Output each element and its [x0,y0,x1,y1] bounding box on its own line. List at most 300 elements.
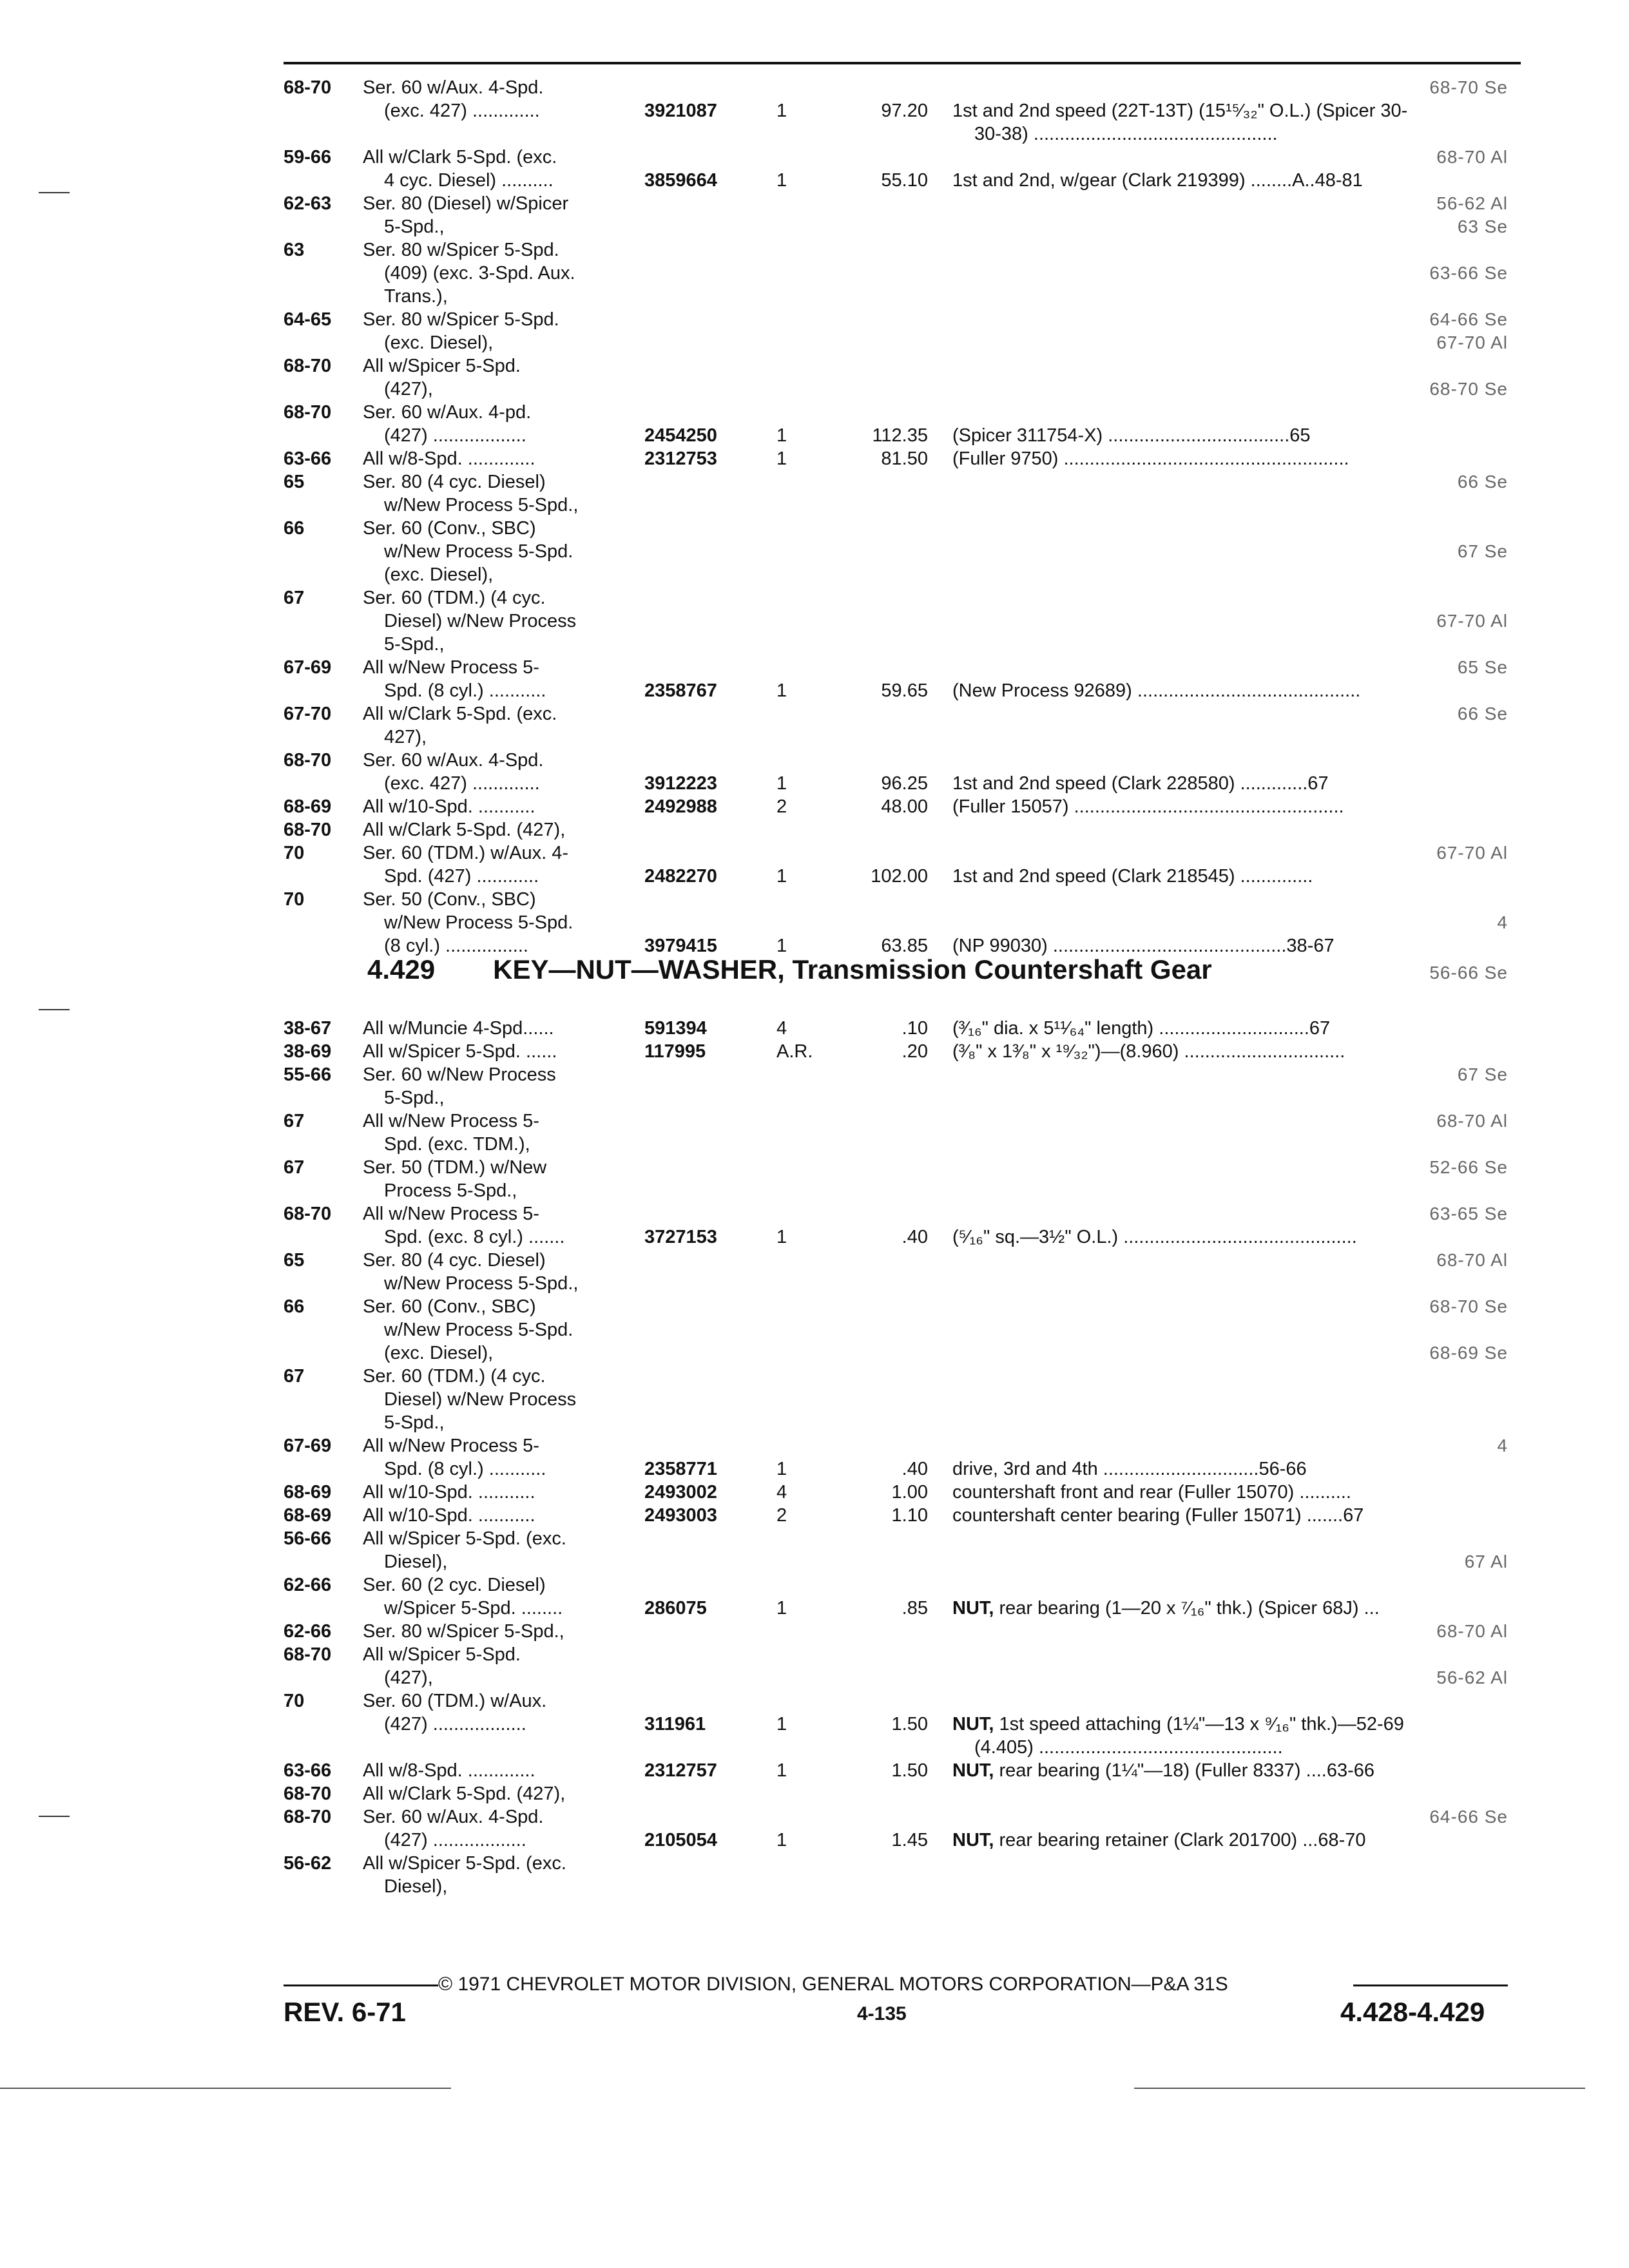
table-row [0,1017,1629,1040]
part-number: 2493002 [644,1482,717,1503]
application: (427) .................. [384,425,526,446]
quantity: 1 [776,1714,787,1735]
table-row [0,99,1629,122]
price: .40 [901,1459,928,1479]
bleed-through-text: 52-66 Se [1429,1157,1508,1177]
table-row [0,192,1629,215]
table-row [0,1504,1629,1527]
description: (⁵⁄₁₆" sq.—3½" O.L.) ............................................. [952,1227,1357,1247]
bleed-through-text: 67 Se [1457,541,1508,561]
application: 5-Spd., [384,216,445,237]
application: (exc. Diesel), [384,332,494,353]
model-years: 68-70 [284,1783,332,1804]
table-row [0,1875,1629,1898]
price: .10 [901,1018,928,1039]
bleed-through-text: 68-70 Se [1429,1296,1508,1316]
application: (427), [384,1667,433,1688]
application: Ser. 50 (Conv., SBC) [363,889,536,910]
description: countershaft center bearing (Fuller 15071) .......67 [952,1505,1364,1526]
table-row [0,1365,1629,1388]
model-years: 68-70 [284,1807,332,1827]
bleed-through-text: 68-69 Se [1429,1343,1508,1363]
bleed-through-text: 67-70 Al [1436,843,1508,863]
application: Ser. 60 w/Aux. 4-pd. [363,402,532,423]
description: NUT, rear bearing retainer (Clark 201700) ...68-70 [952,1830,1366,1850]
application: w/New Process 5-Spd. [384,541,574,562]
table-row [0,1759,1629,1782]
quantity: 1 [776,1227,787,1247]
bleed-through-text: 68-70 Al [1436,1621,1508,1641]
bleed-through-text: 68-70 Al [1436,1250,1508,1270]
description: 1st and 2nd speed (Clark 218545) .............. [952,866,1313,887]
application: Ser. 60 w/Aux. 4-Spd. [363,1807,544,1827]
part-number: 591394 [644,1018,707,1039]
application: (427) .................. [384,1830,526,1850]
application: Process 5-Spd., [384,1180,517,1201]
application: All w/New Process 5- [363,1111,539,1131]
application: (409) (exc. 3-Spd. Aux. [384,263,575,284]
application: 5-Spd., [384,1088,445,1108]
application: Ser. 60 w/New Process [363,1064,556,1085]
part-number: 2454250 [644,425,717,446]
application: All w/New Process 5- [363,657,539,678]
copyright-line: © 1971 CHEVROLET MOTOR DIVISION, GENERAL MOTORS CORPORATION—P&A 31S [438,1974,1228,1995]
application: Ser. 50 (TDM.) w/New [363,1157,547,1178]
price: 1.10 [891,1505,928,1526]
bleed-through-text: 63 Se [1457,216,1508,236]
price: 81.50 [881,448,928,469]
application: All w/Spicer 5-Spd. [363,1644,521,1665]
page-number: 4-135 [857,2003,907,2024]
application: 5-Spd., [384,1412,445,1433]
quantity: 4 [776,1018,787,1039]
table-row [0,1086,1629,1110]
description: (4.405) ............................................... [974,1737,1283,1758]
model-years: 68-70 [284,750,332,771]
application: Ser. 60 w/Aux. 4-Spd. [363,77,544,98]
table-row [0,285,1629,308]
application: Ser. 80 w/Spicer 5-Spd. [363,240,559,260]
model-years: 38-69 [284,1041,332,1062]
table-row [0,1805,1629,1829]
application: Trans.), [384,286,448,307]
quantity: 4 [776,1482,787,1503]
description: (NP 99030) .............................................38-67 [952,936,1335,956]
quantity: 1 [776,1830,787,1850]
application: All w/8-Spd. ............. [363,1760,535,1781]
bleed-through-text: 67-70 Al [1436,332,1508,352]
model-years: 67 [284,588,305,608]
part-number: 2492988 [644,796,717,817]
part-number: 2358767 [644,680,717,701]
model-years: 67-70 [284,704,332,724]
application: 4 cyc. Diesel) .......... [384,170,554,191]
table-row [0,1666,1629,1689]
bleed-through-text: 63-66 Se [1429,263,1508,283]
application: w/Spicer 5-Spd. ........ [384,1598,563,1619]
table-row [0,1852,1629,1875]
part-number: 286075 [644,1598,707,1619]
table-row [0,1597,1629,1620]
table-row [0,749,1629,772]
bleed-through-text: 64-66 Se [1429,309,1508,329]
quantity: 1 [776,425,787,446]
model-years: 65 [284,1250,305,1271]
application: Ser. 80 (4 cyc. Diesel) [363,472,546,492]
description: countershaft front and rear (Fuller 15070) .......... [952,1482,1351,1503]
bleed-through-text: 56-66 Se [1429,963,1508,983]
footer-rule-right [1353,1984,1508,1986]
quantity: 1 [776,1760,787,1781]
table-row [0,726,1629,749]
description: (Fuller 15057) .................................................... [952,796,1344,817]
price: 1.45 [891,1830,928,1850]
table-row [0,215,1629,238]
model-years: 68-70 [284,77,332,98]
table-row [0,401,1629,424]
model-years: 68-70 [284,1644,332,1665]
table-row [0,911,1629,934]
model-years: 63-66 [284,1760,332,1781]
application: Ser. 60 (TDM.) w/Aux. 4- [363,843,569,863]
table-row [0,1620,1629,1643]
model-years: 68-70 [284,1204,332,1224]
table-row [0,563,1629,586]
model-years: 70 [284,1691,305,1711]
table-row [0,795,1629,818]
model-years: 59-66 [284,147,332,168]
table-row [0,1249,1629,1272]
model-years: 70 [284,843,305,863]
model-years: 67-69 [284,1436,332,1456]
table-row [0,1133,1629,1156]
part-number: 2482270 [644,866,717,887]
model-years: 68-70 [284,402,332,423]
quantity: A.R. [776,1041,813,1062]
table-row [0,1318,1629,1341]
description: (Spicer 311754-X) ...................................65 [952,425,1311,446]
quantity: 2 [776,796,787,817]
table-row [0,865,1629,888]
table-row [0,1388,1629,1411]
price: 48.00 [881,796,928,817]
application: Ser. 60 (TDM.) w/Aux. [363,1691,547,1711]
table-row [0,679,1629,702]
section-heading-title: KEY—NUT—WASHER, Transmission Countershaft Gear [493,954,1212,985]
price: 1.50 [891,1714,928,1735]
application: Diesel) w/New Process [384,1389,577,1410]
quantity: 2 [776,1505,787,1526]
application: w/New Process 5-Spd., [384,1273,579,1294]
part-number: 2358771 [644,1459,717,1479]
bleed-through-text: 66 Se [1457,704,1508,724]
application: (exc. Diesel), [384,1343,494,1363]
table-row [0,1202,1629,1225]
model-years: 70 [284,889,305,910]
model-years: 56-66 [284,1528,332,1549]
application: All w/New Process 5- [363,1436,539,1456]
price: 112.35 [872,425,928,446]
price: 1.00 [891,1482,928,1503]
table-row [0,331,1629,354]
model-years: 38-67 [284,1018,332,1039]
application: All w/New Process 5- [363,1204,539,1224]
table-row [0,1434,1629,1457]
application: All w/Clark 5-Spd. (exc. [363,147,557,168]
bleed-through-text: 67 Al [1464,1552,1508,1571]
application: (exc. 427) ............. [384,773,540,794]
application: w/New Process 5-Spd. [384,912,574,933]
table-row [0,1573,1629,1597]
table-row [0,1481,1629,1504]
application: All w/Clark 5-Spd. (427), [363,820,566,840]
model-years: 56-62 [284,1853,332,1874]
application: Spd. (8 cyl.) ........... [384,1459,546,1479]
part-number: 3912223 [644,773,717,794]
bleed-through-text: 68-70 Al [1436,147,1508,167]
part-number: 3727153 [644,1227,717,1247]
application: Ser. 80 (4 cyc. Diesel) [363,1250,546,1271]
part-number: 2312753 [644,448,717,469]
description: NUT, rear bearing (1¼"—18) (Fuller 8337) ....63-66 [952,1760,1375,1781]
part-number: 2312757 [644,1760,717,1781]
table-row [0,494,1629,517]
description: NUT, rear bearing (1—20 x ⁷⁄₁₆" thk.) (Spicer 68J) ... [952,1598,1380,1619]
application: Diesel), [384,1552,448,1572]
table-row [0,818,1629,841]
table-row [0,308,1629,331]
application: Ser. 80 (Diesel) w/Spicer [363,193,569,214]
table-row [0,656,1629,679]
application: All w/Clark 5-Spd. (427), [363,1783,566,1804]
application: (exc. 427) ............. [384,101,540,121]
table-row [0,378,1629,401]
application: All w/Spicer 5-Spd. (exc. [363,1528,566,1549]
application: All w/Muncie 4-Spd...... [363,1018,554,1039]
quantity: 1 [776,448,787,469]
model-years: 65 [284,472,305,492]
application: All w/10-Spd. ........... [363,1505,535,1526]
price: .20 [901,1041,928,1062]
table-row [0,122,1629,146]
bleed-through-text: 66 Se [1457,472,1508,492]
bleed-through-text: 4 [1497,1436,1508,1456]
section-range: 4.428-4.429 [1340,1997,1485,2027]
table-row [0,1063,1629,1086]
part-number: 3859664 [644,170,717,191]
application: 427), [384,727,427,747]
table-row [0,1156,1629,1179]
application: (427) .................. [384,1714,526,1735]
application: Ser. 80 w/Spicer 5-Spd., [363,1621,564,1642]
bleed-through-text: 68-70 Se [1429,77,1508,97]
table-row [0,610,1629,633]
model-years: 62-63 [284,193,332,214]
quantity: 1 [776,936,787,956]
price: 96.25 [881,773,928,794]
bleed-through-text: 67 Se [1457,1064,1508,1084]
description: (³⁄₁₆" dia. x 5¹¹⁄₆₄" length) .............................67 [952,1018,1331,1039]
table-row [0,1643,1629,1666]
section-heading-number: 4.429 [367,954,436,985]
table-row [0,633,1629,656]
table-row [0,586,1629,610]
table-row [0,262,1629,285]
table-row [0,169,1629,192]
application: Diesel), [384,1876,448,1897]
model-years: 62-66 [284,1575,332,1595]
table-row [0,1110,1629,1133]
margin-mark [39,1009,70,1010]
table-row [0,1736,1629,1759]
bleed-through-text: 4 [1497,912,1508,932]
model-years: 66 [284,518,305,539]
description: 1st and 2nd speed (Clark 228580) .............67 [952,773,1329,794]
price: 59.65 [881,680,928,701]
application: Ser. 60 (Conv., SBC) [363,1296,536,1317]
table-row [0,772,1629,795]
application: Diesel) w/New Process [384,611,577,631]
model-years: 68-69 [284,1482,332,1503]
table-row [0,238,1629,262]
part-number: 117995 [644,1041,706,1062]
model-years: 63 [284,240,305,260]
part-number: 2105054 [644,1830,717,1850]
quantity: 1 [776,1598,787,1619]
part-number: 311961 [644,1714,706,1735]
application: Spd. (8 cyl.) ........... [384,680,546,701]
application: Spd. (exc. TDM.), [384,1134,530,1155]
price: 55.10 [881,170,928,191]
model-years: 68-69 [284,796,332,817]
application: Ser. 60 (2 cyc. Diesel) [363,1575,546,1595]
table-row [0,841,1629,865]
bleed-through-text: 56-62 Al [1436,1667,1508,1687]
description: (New Process 92689) ........................................... [952,680,1361,701]
application: All w/Spicer 5-Spd. ...... [363,1041,557,1062]
application: w/New Process 5-Spd., [384,495,579,515]
application: Ser. 60 w/Aux. 4-Spd. [363,750,544,771]
model-years: 68-69 [284,1505,332,1526]
description: drive, 3rd and 4th ..............................56-66 [952,1459,1307,1479]
application: All w/Spicer 5-Spd. [363,356,521,376]
quantity: 1 [776,773,787,794]
application: Ser. 60 (TDM.) (4 cyc. [363,1366,546,1387]
quantity: 1 [776,101,787,121]
top-rule [284,62,1521,64]
bleed-through-text: 63-65 Se [1429,1204,1508,1224]
table-row [0,702,1629,726]
application: Ser. 60 (Conv., SBC) [363,518,536,539]
table-row [0,1341,1629,1365]
model-years: 66 [284,1296,305,1317]
model-years: 68-70 [284,820,332,840]
price: 102.00 [871,866,928,887]
table-row [0,1782,1629,1805]
price: .85 [901,1598,928,1619]
table-row [0,1689,1629,1713]
table-row [0,424,1629,447]
bleed-through-text: 67-70 Al [1436,611,1508,631]
part-number: 3921087 [644,101,717,121]
table-row [0,1550,1629,1573]
application: Ser. 80 w/Spicer 5-Spd. [363,309,559,330]
description: NUT, 1st speed attaching (1¼"—13 x ⁹⁄₁₆" thk.)—52-69 [952,1714,1404,1735]
application: Spd. (427) ............ [384,866,539,887]
application: w/New Process 5-Spd. [384,1320,574,1340]
table-row [0,76,1629,99]
application: All w/Clark 5-Spd. (exc. [363,704,557,724]
footer-rule-left [284,1984,438,1986]
part-number: 3979415 [644,936,717,956]
table-row [0,470,1629,494]
model-years: 67 [284,1157,305,1178]
model-years: 68-70 [284,356,332,376]
description: 1st and 2nd, w/gear (Clark 219399) ........A..48-81 [952,170,1363,191]
table-row [0,1527,1629,1550]
model-years: 62-66 [284,1621,332,1642]
application: (8 cyl.) ................ [384,936,528,956]
model-years: 67 [284,1366,305,1387]
revision-label: REV. 6-71 [284,1997,406,2027]
application: All w/10-Spd. ........... [363,796,535,817]
table-row [0,1272,1629,1295]
table-row [0,1411,1629,1434]
bleed-through-text: 68-70 Al [1436,1111,1508,1131]
table-row [0,1713,1629,1736]
application: 5-Spd., [384,634,445,655]
part-number: 2493003 [644,1505,717,1526]
table-row [0,447,1629,470]
model-years: 67-69 [284,657,332,678]
table-row [0,1295,1629,1318]
scan-edge-line [0,2088,451,2089]
scan-edge-line [1134,2088,1585,2089]
model-years: 55-66 [284,1064,332,1085]
description: (Fuller 9750) ....................................................... [952,448,1349,469]
section-heading [367,954,1212,986]
table-row [0,1225,1629,1249]
price: 97.20 [881,101,928,121]
application: (exc. Diesel), [384,564,494,585]
application: All w/Spicer 5-Spd. (exc. [363,1853,566,1874]
model-years: 67 [284,1111,305,1131]
bleed-through-text: 68-70 Se [1429,379,1508,399]
description: 30-38) ............................................... [974,124,1278,144]
table-row [0,1040,1629,1063]
table-row [0,1829,1629,1852]
quantity: 1 [776,680,787,701]
bleed-through-text: 65 Se [1457,657,1508,677]
model-years: 63-66 [284,448,332,469]
price: 1.50 [891,1760,928,1781]
application: Ser. 60 (TDM.) (4 cyc. [363,588,546,608]
description: 1st and 2nd speed (22T-13T) (15¹⁵⁄₃₂" O.L.) (Spicer 30- [952,101,1408,121]
quantity: 1 [776,1459,787,1479]
description: (³⁄₈" x 1³⁄₈" x ¹⁹⁄₃₂")—(8.960) ............................... [952,1041,1345,1062]
table-row [0,1457,1629,1481]
application: (427), [384,379,433,399]
table-row [0,517,1629,540]
quantity: 1 [776,170,787,191]
price: .40 [901,1227,928,1247]
application: All w/10-Spd. ........... [363,1482,535,1503]
table-row [0,354,1629,378]
table-row [0,540,1629,563]
bleed-through-text: 64-66 Se [1429,1807,1508,1827]
table-row [0,146,1629,169]
application: All w/8-Spd. ............. [363,448,535,469]
